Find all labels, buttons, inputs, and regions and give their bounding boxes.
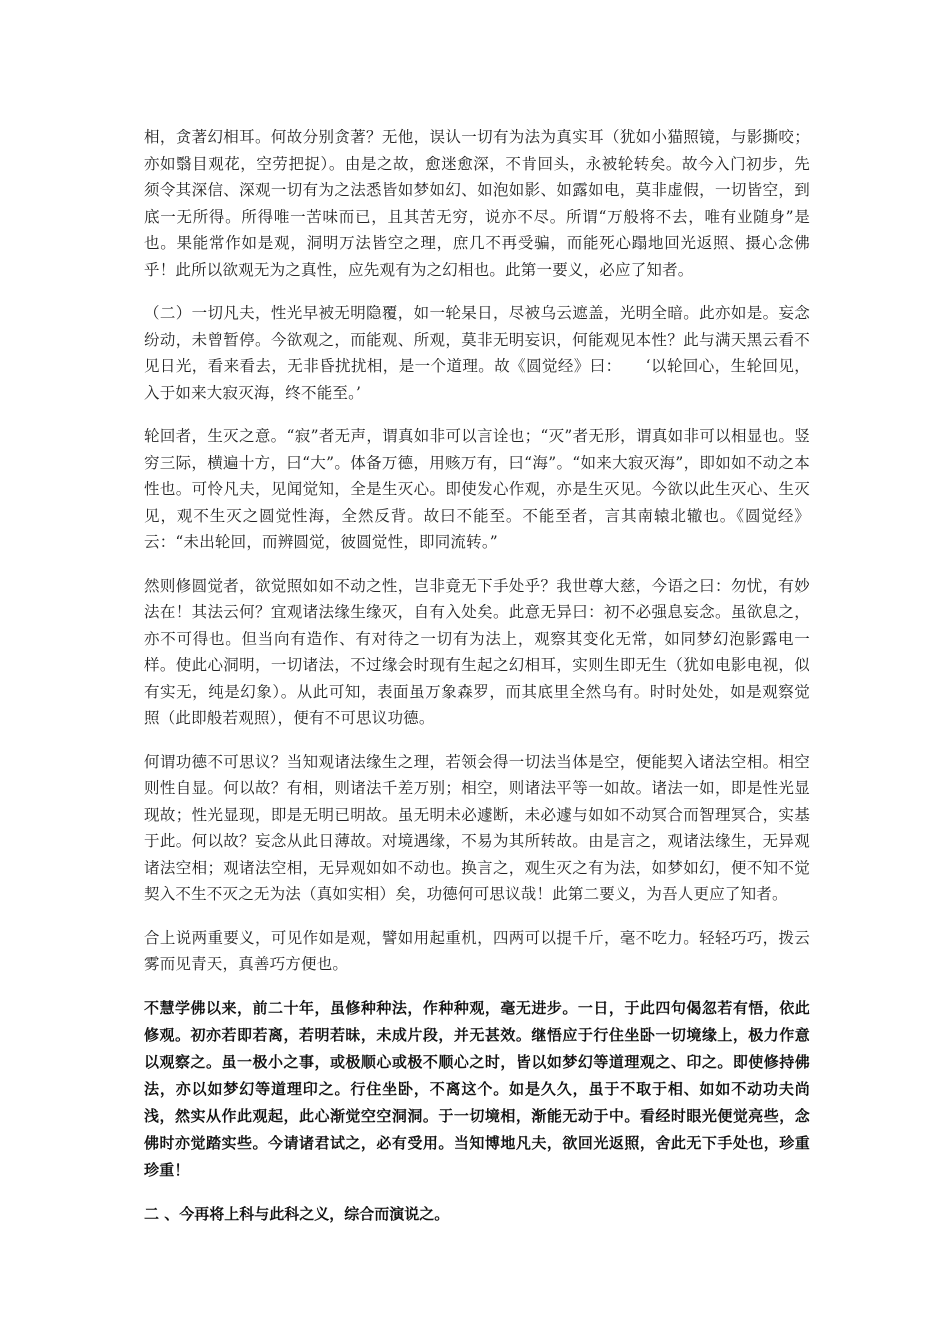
paragraph-2: （二）一切凡夫，性光早被无明隐覆，如一轮杲日，尽被乌云遮盖，光明全暗。此亦如是。妄念纷动，未曾暂停。今欲观之，而能观、所观，莫非无明妄识，何能观见本性？此与满天黑云看不见日光，看来看去，无非昏扰扰相，是一个道理。故《圆觉经》曰： ‘以轮回心，生轮回见，入于如来大寂灭海，终不能至。’ (144, 304, 810, 402)
paragraph-3: 轮回者，生灭之意。“寂”者无声，谓真如非可以言诠也；“灭”者无形，谓真如非可以相显也。竖穷三际，横遍十方，曰“大”。体备万德，用赅万有，曰“海”。“如来大寂灭海”，即如如不动之本性也。可怜凡夫，见闻觉知，全是生灭心。即使发心作观，亦是生灭见。今欲以此生灭心、生灭见，观不生灭之圆觉性海，全然反背。故曰不能至。不能至者，言其南辕北辙也。《圆觉经》云：“未出轮回，而辨圆觉，彼圆觉性，即同流转。” (144, 427, 810, 551)
paragraph-1: 相，贪著幻相耳。何故分别贪著？无他，误认一切有为法为真实耳（犹如小猫照镜，与影撕咬；亦如翳目观花，空劳把捉）。由是之故，愈迷愈深，不肯回头，永被轮转矣。故今入门初步，先须令其深信、深观一切有为之法悉皆如梦如幻、如泡如影、如露如电，莫非虚假，一切皆空，到底一无所得。所得唯一苦味而已，且其苦无穷，说亦不尽。所谓“万般将不去，唯有业随身”是也。果能常作如是观，洞明万法皆空之理，庶几不再受骗，而能死心蹋地回光返照、摄心念佛乎！此所以欲观无为之真性，应先观有为之幻相也。此第一要义，必应了知者。 (144, 128, 810, 279)
paragraph-4: 然则修圆觉者，欲觉照如如不动之性，岂非竟无下手处乎？我世尊大慈，今语之曰：勿忧，有妙法在！其法云何？宜观诸法缘生缘灭，自有入处矣。此意无异曰：初不必强息妄念。虽欲息之，亦不可得也。但当向有造作、有对待之一切有为法上，观察其变化无常，如同梦幻泡影露电一样。使此心洞明，一切诸法，不过缘会时现有生起之幻相耳，实则生即无生（犹如电影电视，似有实无，纯是幻象）。从此可知，表面虽万象森罗，而其底里全然乌有。时时处处，如是观察觉照（此即般若观照），便有不可思议功德。 (144, 576, 810, 727)
bold-paragraph: 不慧学佛以来，前二十年，虽修种种法，作种种观，毫无进步。一日，于此四句偈忽若有悟，依此修观。初亦若即若离，若明若昧，未成片段，并无甚效。继悟应于行住坐卧一切境缘上，极力作意以观察之。虽一极小之事，或极顺心或极不顺心之时，皆以如梦幻等道理观之、印之。即使修持佛法，亦以如梦幻等道理印之。行住坐卧，不离这个。如是久久，虽于不取于相、如如不动功夫尚浅，然实从作此观起，此心渐觉空空洞洞。于一切境相，渐能无动于中。看经时眼光便觉亮些，念佛时亦觉踏实些。今请诸君试之，必有受用。当知博地凡夫，欲回光返照，舍此无下手处也，珍重珍重！ (144, 998, 810, 1179)
section-heading: 二 、今再将上科与此科之义，综合而演说之。 (144, 1204, 450, 1223)
paragraph-6: 合上说两重要义，可见作如是观，譬如用起重机，四两可以提千斤，毫不吃力。轻轻巧巧，拨云雾而见青天，真善巧方便也。 (144, 928, 810, 973)
paragraph-5: 何谓功德不可思议？当知观诸法缘生之理，若领会得一切法当体是空，便能契入诸法空相。相空则性自显。何以故？有相，则诸法千差万别；相空，则诸法平等一如故。诸法一如，即是性光显现故；性光显现，即是无明已明故。虽无明未必遽断，未必遽与如如不动冥合而智理冥合，实基于此。何以故？妄念从此日薄故。对境遇缘，不易为其所转故。由是言之，观诸法缘生，无异观诸法空相；观诸法空相，无异观如如不动也。换言之，观生灭之有为法，如梦如幻，便不知不觉契入不生不灭之无为法（真如实相）矣，功德何可思议哉！此第二要义，为吾人更应了知者。 (144, 752, 810, 903)
document-body (144, 124, 810, 1228)
